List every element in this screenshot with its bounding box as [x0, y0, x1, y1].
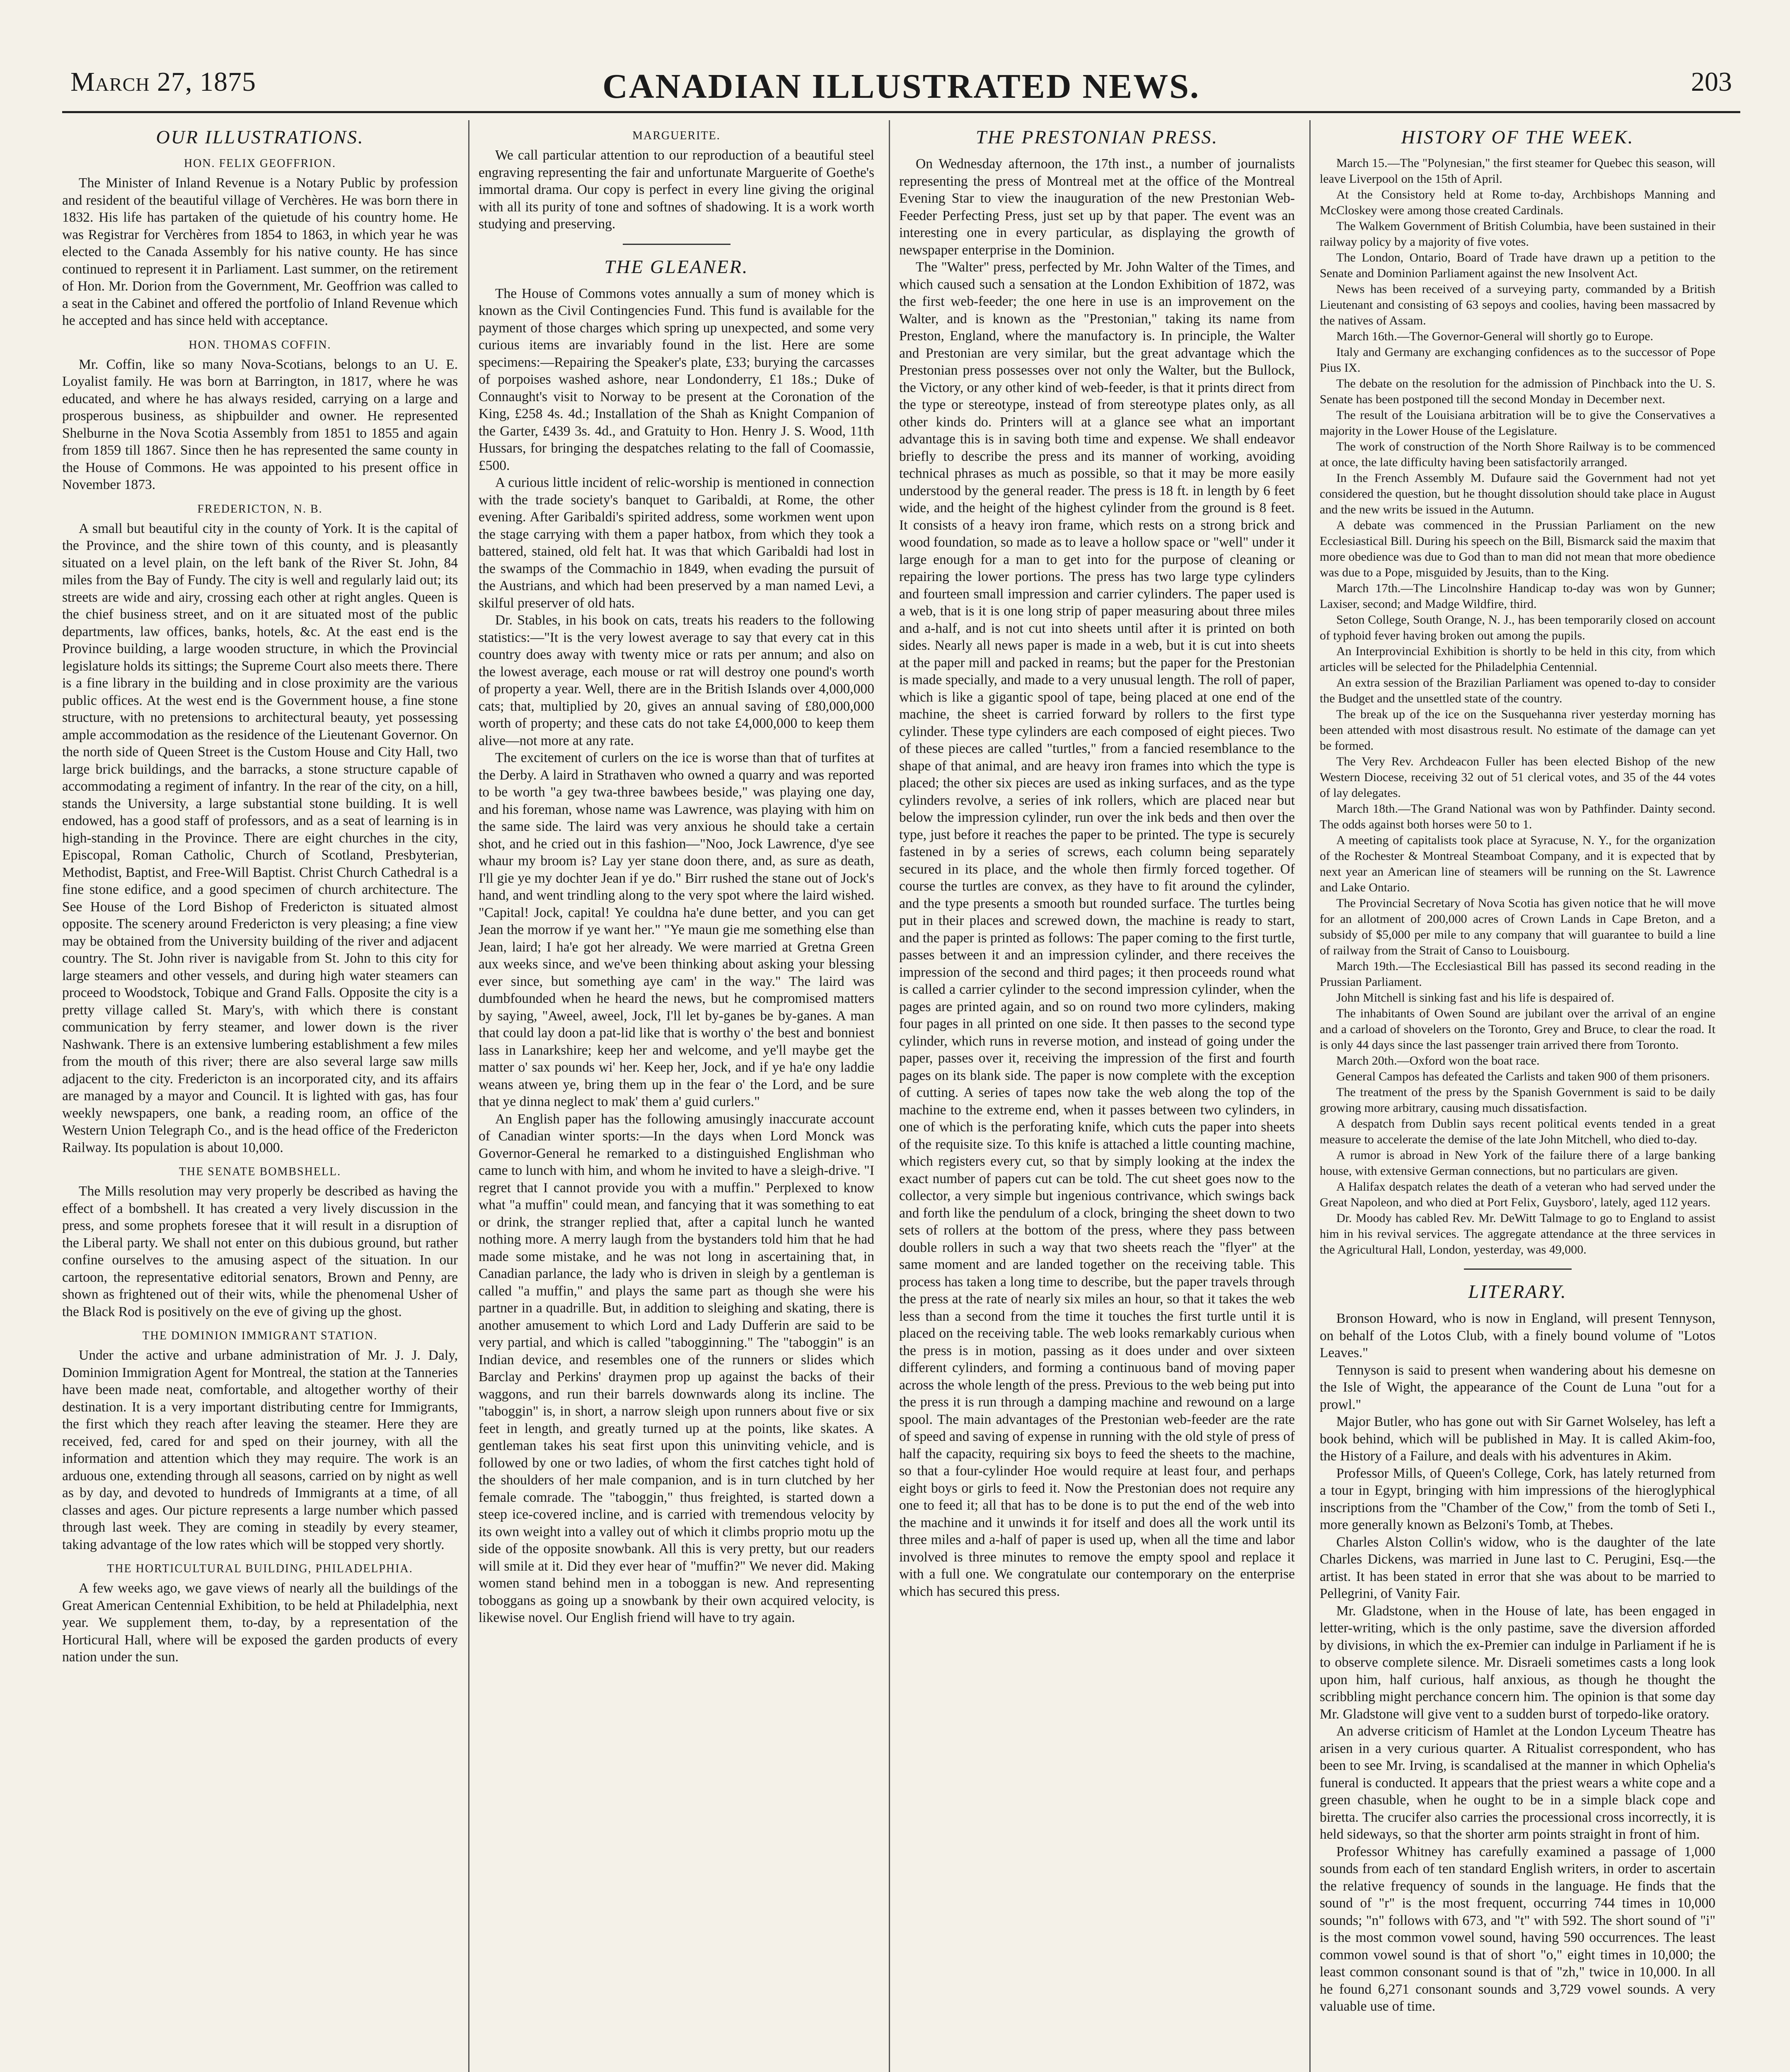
column-rule — [468, 120, 469, 2072]
article-heading: THE HORTICULTURAL BUILDING, PHILADELPHIA. — [107, 1562, 413, 1575]
article-heading: HON. THOMAS COFFIN. — [189, 338, 331, 351]
history-entry: The treatment of the press by the Spanish Government is said to be daily growing more arbitrary, causing much dissatisfaction. — [1320, 1085, 1715, 1115]
article-paragraph: Dr. Stables, in his book on cats, treats his readers to the following statistics:—"It is the very lowest average to say that every cat in this country does away with twenty mice or rats per annum; and also on the lowest average, each mouse or rat will destroy one pound's worth of property a year. Well, there are in the British Islands over 4,000,000 cats; that, multiplied by 20, gives an annual saving of £80,000,000 worth of property; and these cats do not take £4,000,000 to keep them alive—not more at any rate. — [479, 612, 874, 748]
article-text: A small but beautiful city in the county of York. It is the capital of the Province, and the shire town of this county, and is pleasantly situated on a level plain, on the left bank of the River St. John, 84 miles from the Bay of Fundy. The city is well and regularly laid out; its streets are wide and airy, crossing each other at right angles. Queen is the chief business street, and on it are situated most of the public departments, law offices, banks, hotels, &c. At the east end is the Province building, a large wooden structure, in which the Provincial legislature holds its sittings; the Supreme Court also meets there. There is a fine library in the building and in close proximity are the various public offices. At the west end is the Government house, a fine stone structure, with no pretensions to architectural beauty, yet possessing ample accommodation as the residence of the Lieutenant Governor. On the north side of Queen Street is the Custom House and City Hall, two large brick buildings, and the barracks, a stone structure capable of accommodating a regiment of infantry. In the rear of the city, on a hill, stands the University, a large substantial stone building. It is well endowed, has a good staff of professors, and as a seat of learning is in high-standing in the Province. There are eight churches in the city, Episcopal, Roman Catholic, Church of Scotland, Presbyterian, Methodist, Baptist, and Free-Will Baptist. Christ Church Cathedral is a fine stone edifice, and a good specimen of church architecture. The See House of the Lord Bishop of Fredericton is situated almost opposite. The scenery around Fredericton is very pleasing; a fine view may be obtained from the University building of the river and adjacent country. The St. John river is navigable from St. John to this city for large steamers and other vessels, and during high water steamers can proceed to Woodstock, Tobique and Grand Falls. Opposite the city is a pretty village called St. Mary's, with which there is constant communication by ferry steamer, and lower down is the river Nashwank. There is an extensive lumbering establishment a few miles from the mouth of this river; there are also several large saw mills adjacent to the city. Fredericton is an incorporated city, and its affairs are managed by a mayor and Council. It is lighted with gas, has four weekly newspapers, one bank, a reading room, an office of the Western Union Telegraph Co., and is the head office of the Fredericton Railway. Its population is about 10,000. — [62, 520, 458, 1155]
history-entry: The result of the Louisiana arbitration will be to give the Conservatives a majority in the Lower House of the Legislature. — [1320, 408, 1715, 438]
article-paragraph: An English paper has the following amusingly inaccurate account of Canadian winter sports:—In the days when Lord Monck was Governor-General he remarked to a distinguished Englishman who came to lunch with him, and whom he invited to have a sleigh-drive. "I regret that I cannot provide you with a muffin." Perplexed to know what "a muffin" could mean, and fancying that it was something to eat or drink, the stranger replied that, after a capital lunch he wanted nothing more. A merry laugh from the bystanders told him that he had made some mistake, and he was not long in ascertaining that, in Canadian parlance, the lady who is driven in sleigh by a gentleman is called "a muffin," and plays the same part as though she were his partner in a quadrille. But, in addition to sleighing and skating, there is another amusement to which Lord and Lady Dufferin are said to be very partial, and which is called "tabogginning." The "taboggin" is an Indian device, and resembles one of the runners or slides which Barclay and Perkins' draymen prop up against the backs of their waggons, and run their barrels downwards along its incline. The "taboggin" is, in short, a narrow sleigh upon runners about five or six feet in length, and greatly turned up at the points, like skates. A gentleman takes his seat first upon this uninviting vehicle, and is followed by one or two ladies, of whom the first catches tight hold of the shoulders of her male companion, and is in turn clutched by her female comrade. The "taboggin," thus freighted, is started down a steep ice-covered incline, and is carried with tremendous velocity by its own weight into a valley out of which it climbs proprio motu up the side of the opposite snowbank. All this is very pretty, but our readers will smile at it. Did they ever hear of "muffin?" We never did. Making women stand behind men in a toboggan is new. And representing toboggans as going up a snowbank by their own acquired velocity, is likewise novel. Our English friend will have to try again. — [479, 1111, 874, 1625]
section-divider — [623, 244, 731, 245]
literary-item: Mr. Gladstone, when in the House of late, has been engaged in letter-writing, which is the only pastime, save the diversion afforded by divisions, in which the ex-Premier can indulge in Parliament if he is to observe complete silence. Mr. Disraeli sometimes casts a long look upon him, half curious, half anxious, as though he thought the scribbling might perchance concern him. The opinion is that some day Mr. Gladstone will give vent to a sudden burst of torpedo-like oratory. — [1320, 1603, 1715, 1722]
section-divider — [1464, 1268, 1572, 1270]
history-entry: The London, Ontario, Board of Trade have drawn up a petition to the Senate and Dominion Parliament against the new Insolvent Act. — [1320, 251, 1715, 280]
history-list — [1320, 155, 1715, 1258]
history-entry: The debate on the resolution for the admission of Pinchback into the U. S. Senate has been postponed till the second Monday in December next. — [1320, 377, 1715, 406]
article-text: Mr. Coffin, like so many Nova-Scotians, belongs to an U. E. Loyalist family. He was born at Barrington, in 1817, where he was educated, and where he has always resided, carrying on a large and prosperous business, as shipbuilder and owner. He represented Shelburne in the Nova Scotia Assembly from 1851 to 1855 and again from 1859 till 1867. Since then he has represented the same county in the House of Commons. He was appointed to his present office in November 1873. — [62, 356, 458, 492]
history-entry: A Halifax despatch relates the death of a veteran who had served under the Great Napoleon, and who died at Port Felix, Guysboro', lately, aged 112 years. — [1320, 1180, 1715, 1209]
history-entry: John Mitchell is sinking fast and his life is despaired of. — [1336, 991, 1614, 1005]
section-title: OUR ILLUSTRATIONS. — [156, 126, 364, 148]
article-text: A few weeks ago, we gave views of nearly all the buildings of the Great American Centennial Exhibition, to be held at Philadelphia, next year. We supplement them, to-day, by a representation of the Horticural Hall, where will be exposed the garden products of every nation under the sun. — [62, 1581, 458, 1665]
history-entry: Dr. Moody has cabled Rev. Mr. DeWitt Talmage to go to England to assist him in his revival services. The aggregate attendance at the three services in the Agricultural Hall, London, yesterday, was 49,000. — [1320, 1211, 1715, 1256]
history-entry: The work of construction of the North Shore Railway is to be commenced at once, the late difficulty having been satisfactorily arranged. — [1320, 440, 1715, 469]
literary-item: An adverse criticism of Hamlet at the London Lyceum Theatre has arisen in a very curious quarter. A Ritualist correspondent, who has been to see Mr. Irving, is scandalised at the manner in which Ophelia's funeral is conducted. It appears that the priest wears a white cope and a green chasuble, when he ought to be in a simple black cope and biretta. The crucifer also carries the processional cross incorrectly, it is held sideways, so that the shorter arm points straight in front of him. — [1320, 1723, 1715, 1842]
history-entry: An extra session of the Brazilian Parliament was opened to-day to consider the Budget and the unsettled state of the country. — [1320, 676, 1715, 705]
history-entry: The inhabitants of Owen Sound are jubilant over the arrival of an engine and a carload of shovelers on the Toronto, Grey and Bruce, to clear the road. It is only 44 days since the last passenger train arrived there from Toronto. — [1320, 1007, 1715, 1052]
article-paragraph: On Wednesday afternoon, the 17th inst., a number of journalists representing the press of Montreal met at the office of the Montreal Evening Star to view the inauguration of the new Prestonian Web-Feeder Perfecting Press, just set up by that paper. The event was an interesting one in every particular, as displaying the growth of newspaper enterprise in the Dominion. — [899, 156, 1295, 258]
history-entry: March 17th.—The Lincolnshire Handicap to-day was won by Gunner; Laxiser, second; and Madge Wildfire, third. — [1320, 581, 1715, 611]
article-heading: FREDERICTON, N. B. — [197, 502, 323, 516]
history-entry: A rumor is abroad in New York of the failure there of a large banking house, with extensive German connections, but no particulars are given. — [1320, 1148, 1715, 1178]
history-entry: A despatch from Dublin says recent political events tended in a great measure to accelerate the demise of the late John Mitchell, who died to-day. — [1320, 1117, 1715, 1146]
article-paragraph: A curious little incident of relic-worship is mentioned in connection with the trade society's banquet to Garibaldi, at Rome, the other evening. After Garibaldi's spirited address, some workmen went upon the stage carrying with them a paper hatbox, from which they took a battered, stained, old felt hat. It was that which Garibaldi had lost in the swamps of the Commachio in 1849, when evading the pursuit of the Austrians, and which had been preserved by a man named Levi, a skilful preserver of old hats. — [479, 475, 874, 611]
history-entry: The Very Rev. Archdeacon Fuller has been elected Bishop of the new Western Diocese, receiving 32 out of 51 clerical votes, and 35 of the 44 votes of lay delegates. — [1320, 755, 1715, 800]
newspaper-page — [62, 37, 1740, 2072]
history-entry: Italy and Germany are exchanging confidences as to the successor of Pope Pius IX. — [1320, 345, 1715, 375]
history-entry: Seton College, South Orange, N. J., has been temporarily closed on account of typhoid fever having broken out among the pupils. — [1320, 613, 1715, 642]
column-rule — [889, 120, 890, 2072]
literary-item: Professor Mills, of Queen's College, Cork, has lately returned from a tour in Egypt, bringing with him impressions of the hieroglyphical inscriptions from the "Chamber of the Cow," from the tomb of Seti I., more generally known as Belzoni's Tomb, at Thebes. — [1320, 1465, 1715, 1532]
newspaper-title: CANADIAN ILLUSTRATED NEWS. — [602, 67, 1200, 106]
column-our-illustrations — [62, 120, 458, 2072]
literary-item: Bronson Howard, who is now in England, will present Tennyson, on behalf of the Lotos Club, with a finely bound volume of "Lotos Leaves." — [1320, 1311, 1715, 1360]
article-heading: THE DOMINION IMMIGRANT STATION. — [142, 1329, 378, 1342]
history-entry: A meeting of capitalists took place at Syracuse, N. Y., for the organization of the Rochester & Montreal Steamboat Company, and it is expected that by next year an American line of steamers will be running on the St. Lawrence and Lake Ontario. — [1320, 833, 1715, 894]
section-title: THE PRESTONIAN PRESS. — [976, 126, 1218, 148]
literary-item: Professor Whitney has carefully examined a passage of 1,000 sounds from each of ten standard English writers, in order to ascertain the relative frequency of sounds in the language. He finds that the sound of "r" is the most frequent, occurring 744 times in 10,000 sounds; "n" follows with 673, and "t" with 592. The short sound of "i" is the most common vowel sound, having 590 occurrences. The least common vowel sound is that of short "o," eight times in 10,000; the least common consonant sound is that of "zh," twice in 10,000. In all he found 6,271 consonant sounds and 3,729 vowel sounds. A very valuable use of time. — [1320, 1844, 1715, 2014]
article-text: Under the active and urbane administration of Mr. J. J. Daly, Dominion Immigration Agent for Montreal, the station at the Tanneries have been made neat, comfortable, and altogether worthy of their destination. It is a very important distributing centre for Immigrants, the first which they reach after leaving the steamer. Here they are received, fed, cared for and sped on their journey, with all the information and attention which they may require. The work is an arduous one, extending through all seasons, carried on by night as well as by day, and devoted to hundreds of Immigrants at a time, of all classes and ages. Our picture represents a large number which passed through last week. They are coming in steadily by every steamer, taking advantage of the low rates which will be stopped very shortly. — [62, 1348, 458, 1552]
history-entry: March 18th.—The Grand National was won by Pathfinder. Dainty second. The odds against both horses were 50 to 1. — [1320, 802, 1715, 831]
article-text: The Mills resolution may very properly be described as having the effect of a bombshell. It has created a very lively discussion in the press, and some prophets foresee that it will result in a disruption of the Liberal party. We shall not enter on this dubious ground, but rather confine ourselves to the amusing aspect of the situation. In our cartoon, the representative editorial senators, Brown and Penny, are shown as frightened out of their wits, while the phenomenal Usher of the Black Rod is positively on the eve of giving up the ghost. — [62, 1184, 458, 1319]
section-title: THE GLEANER. — [604, 256, 749, 277]
history-entry: March 19th.—The Ecclesiastical Bill has passed its second reading in the Prussian Parliament. — [1320, 959, 1715, 989]
history-entry: March 15.—The "Polynesian," the first steamer for Quebec this season, will leave Liverpool on the 15th of April. — [1320, 156, 1715, 186]
history-entry: The Walkem Government of British Columbia, have been sustained in their railway policy by a majority of five votes. — [1320, 219, 1715, 249]
article-text: The Minister of Inland Revenue is a Notary Public by profession and resident of the beautiful village of Verchères. He was born there in 1832. His life has partaken of the quietude of his country home. He was Registrar for Verchères from 1854 to 1863, in which year he was elected to the Canada Assembly for his native county. He has since continued to represent it in Parliament. Last summer, on the retirement of Hon. Mr. Dorion from the Government, Mr. Geoffrion was called to a seat in the Cabinet and offered the portfolio of Inland Revenue which he accepted and has since held with acceptance. — [62, 175, 458, 328]
page-number: 203 — [1691, 67, 1732, 97]
history-entry: March 20th.—Oxford won the boat race. — [1336, 1054, 1540, 1067]
article-paragraph: The excitement of curlers on the ice is worse than that of turfites at the Derby. A laird in Strathaven who owned a quarry and was reported to be worth "a gey twa-three bawbees beside," was playing one day, and his foreman, whose name was Lawrence, was playing with him on the same side. The laird was very anxious he should take a certain shot, and he cried out in this fashion—"Noo, Jock Lawrence, d'ye see whaur my broom is? Lay yer stane doon there, and, as sure as death, I'll gie ye my dochter Jean if ye do." Birr rushed the stane out of Jock's hand, and went trindling along to the very spot where the laird wished. "Capital! Jock, capital! Ye couldna ha'e dune better, and you can get Jean the morrow if ye want her." "Ye maun gie me something else than Jean, laird; I ha'e got her already. We were married at Gretna Green aux weeks since, and we've been thinking about asking your blessing ever since, but something aye cam' in the way." The laird was dumbfounded when he heard the news, but he compromised matters by saying, "Aweel, aweel, Jock, I'll let by-ganes be by-ganes. A man that could lay doon a pat-lid like that is worthy o' the best and bonniest lass in Lanarkshire; keep her and welcome, and ye'll maybe get the matter o' sax pounds wi' her. Keep her, Jock, and if ye ha'e ony laddie weans atween ye, bring them up in the fear o' the Lord, and be sure that ye dinna neglect to mak' them a' guid curlers." — [479, 750, 874, 1109]
section-title: HISTORY OF THE WEEK. — [1401, 126, 1634, 148]
history-entry: The Provincial Secretary of Nova Scotia has given notice that he will move for an allotment of 200,000 acres of Crown Lands in Cape Breton, and a subsidy of $5,000 per mile to any company that will guarantee to build a line of railway from the Strait of Canso to Louisbourg. — [1320, 896, 1715, 957]
history-entry: The break up of the ice on the Susquehanna river yesterday morning has been attended with most disastrous result. No estimate of the damage can yet be formed. — [1320, 707, 1715, 753]
article-text: We call particular attention to our reproduction of a beautiful steel engraving representing the fair and unfortunate Marguerite of Goethe's immortal drama. Our copy is perfect in every line giving the original with all its purity of tone and softnes of shadowing. It is a work worth studying and preserving. — [479, 148, 874, 232]
literary-item: Major Butler, who has gone out with Sir Garnet Wolseley, has left a book behind, which will be published in May. It is called Akim-foo, the History of a Failure, and deals with his adventures in Akim. — [1320, 1414, 1715, 1464]
literary-item: Charles Alston Collin's widow, who is the daughter of the late Charles Dickens, was married in June last to C. Perugini, Esq.—the artist. It has been stated in error that she was about to be married to Pellegrini, of Vanity Fair. — [1320, 1534, 1715, 1601]
article-heading: MARGUERITE. — [632, 129, 721, 142]
masthead — [62, 66, 1740, 116]
masthead-rule — [62, 111, 1740, 113]
history-entry: March 16th.—The Governor-General will shortly go to Europe. — [1336, 329, 1654, 343]
column-gleaner — [479, 120, 874, 2072]
section-title: LITERARY. — [1468, 1281, 1567, 1302]
history-entry: News has been received of a surveying party, commanded by a British Lieutenant and consisting of 63 sepoys and coolies, having been massacred by the natives of Assam. — [1320, 282, 1715, 327]
history-entry: At the Consistory held at Rome to-day, Archbishops Manning and McCloskey were among those created Cardinals. — [1320, 188, 1715, 217]
article-heading: THE SENATE BOMBSHELL. — [179, 1165, 341, 1178]
article-paragraph: The House of Commons votes annually a sum of money which is known as the Civil Contingencies Fund. This fund is available for the payment of those charges which spring up unexpected, and some very curious items are invariably found in the list. Here are some specimens:—Repairing the Speaker's plate, £33; burying the carcasses of porpoises washed ashore, near Londonderry, £1 18s.; Duke of Connaught's visit to Norway to be present at the Coronation of the King, £258 4s. 4d.; Installation of the Shah as Knight Companion of the Garter, £439 3s. 4d., and Gratuity to Hon. Henry J. S. Wood, 11th Hussars, for bringing the despatches relating to the fall of Coomassie, £500. — [479, 286, 874, 473]
article-paragraph: The "Walter" press, perfected by Mr. John Walter of the Times, and which caused such a sensation at the London Exhibition of 1872, was the first web-feeder; the one here in use is an improvement on the Walter, and is known as the "Prestonian," taking its name from Preston, England, where the manufactory is. In principle, the Walter and Prestonian are very similar, but the great advantage which the Prestonian press possesses over not only the Walter, but the Bullock, the Victory, or any other kind of web-feeder, is that it prints direct from the type or stereotype, instead of from stereotype plates only, as all other kinds do. Printers will at a glance see what an important advantage this is in saving both time and expense. We shall endeavor briefly to describe the press and its manner of working, avoiding technical phrases as much as possible, so that it may be more easily understood by the general reader. The press is 18 ft. in length by 6 feet wide, and the height of the highest cylinder from the ground is 8 feet. It consists of a heavy iron frame, which rests on a strong brick and wood foundation, so made as to leave a hollow space or "well" under it large enough for a man to get into for the purpose of cleaning or repairing the lower portions. The press has two large type cylinders and fourteen small impression and carrier cylinders. The paper used is a web, that is it is one long strip of paper measuring about three miles and a-half, and is not cut into sheets until after it is printed on both sides. Nearly all news paper is made in a web, but it is cut into sheets at the paper mill and packed in reams; but the paper for the Prestonian is made specially, and made to a very unusual length. The roll of paper, which is like a gigantic spool of tape, being placed at one end of the machine, the sheet is carried forward by rollers to the first type cylinder. These type cylinders are each composed of eight pieces. Two of these pieces are called "turtles," from a fancied resemblance to the shape of that animal, and are heavy iron frames into which the type is placed; the other six pieces are used as inking surfaces, and as the type cylinders revolve, a series of ink rollers, which are placed near but below the impression cylinder, run over the ink beds and then over the type, just before it reaches the paper to be printed. The type is securely fastened in by a series of screws, each column being separately secured in its place, and the whole then firmly forced together. Of course the turtles are convex, as they have to fit around the cylinder, and the type presents a smooth but rounded surface. The turtles being put in their places and screwed down, the machine is ready to start, and the paper is printed as follows: The paper coming to the first turtle, passes between it and an impression cylinder, and there receives the impression of the second and third pages; it then proceeds round what is called a carrier cylinder to the second impression cylinder, when the pages are printed again, and so on round two more cylinders, making four pages in all printed on one side. It then passes to the second type cylinder, which runs in reverse motion, and instead of going under the paper, passes over it, receiving the impression of the first and fourth pages on its blank side. The paper is now complete with the exception of cutting. A series of tapes now take the web along the top of the machine to the extreme end, when it passes between two cylinders, in one of which is the perforating knife, which cuts the paper into sheets of the requisite size. To this knife is attached a little counting machine, which registers every cut, so that by simply looking at the index the exact number of papers cut can be told. The cut sheet goes now to the collector, a very simple but ingenious contrivance, which swings back and forth like the pendulum of a clock, bringing the sheet down to two sets of rollers at the bottom of the press, where they pass between double rollers in such a way that two sheets reach the "flyer" at the same moment and are landed together on the receiving table. This process has taken a long time to describe, but the paper travels through the press at the rate of nearly six miles an hour, so that it takes the web less than a second from the time it touches the first turtle until it is placed on the receiving table. The web looks remarkably curious when the press is in motion, passing as it does under and over sixteen different cylinders, and forming a continuous band of moving paper across the whole length of the press. Previous to the web being put into the press it is run through a damping machine and rewound on a large spool. The main advantages of the Prestonian web-feeder are the rate of speed and saving of expense in running with the old style of press of half the capacity, requiring six boys to feed the sheets to the machine, so that a four-cylinder Hoe would require at least four, and perhaps eight boys or girls to feed it. Now the Prestonian does not require any one to feed it; all that has to be done is to put the end of the web into the machine and it unwinds it for itself and does all the work until its three miles and a-half of paper is used up, when all the time and labor involved is three minutes to remove the empty spool and replace it with a full one. We congratulate our contemporary on the enterprise which has secured this press. — [899, 259, 1295, 1599]
history-entry: General Campos has defeated the Carlists and taken 900 of them prisoners. — [1336, 1070, 1710, 1083]
column-history-of-week — [1320, 120, 1715, 2072]
column-prestonian-press — [899, 120, 1295, 2072]
history-entry: A debate was commenced in the Prussian Parliament on the new Ecclesiastical Bill. During his speech on the Bill, Bismarck said the maxim that more obedience was due to God than to man did not mean that more obedience was due to a Pope, misguided by Jesuits, than to the King. — [1320, 518, 1715, 579]
column-rule — [1309, 120, 1311, 2072]
issue-date: March 27, 1875 — [70, 67, 256, 97]
literary-item: Tennyson is said to present when wandering about his demesne on the Isle of Wight, the appearance of the Count de Luna "out for a prowl." — [1320, 1362, 1715, 1412]
article-heading: HON. FELIX GEOFFRION. — [184, 157, 336, 170]
history-entry: In the French Assembly M. Dufaure said the Government had not yet considered the question, but he thought dissolution should take place in August and the new writs be issued in the Autumn. — [1320, 471, 1715, 516]
history-entry: An Interprovincial Exhibition is shortly to be held in this city, from which articles will be selected for the Philadelphia Centennial. — [1320, 644, 1715, 674]
